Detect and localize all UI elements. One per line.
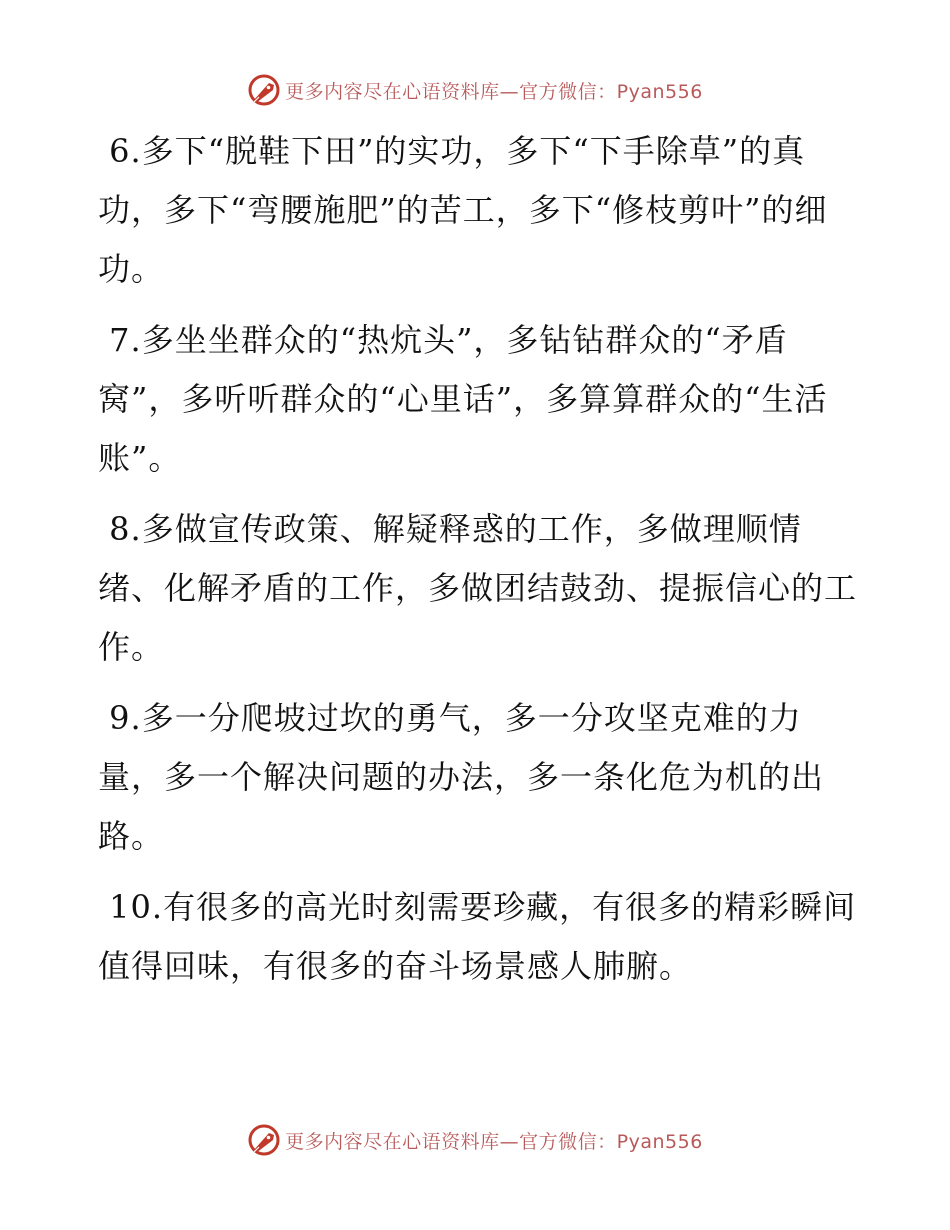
header-banner [0, 70, 950, 110]
footer-banner-text: 更多内容尽在心语资料库—官方微信：Pyan556 [285, 1130, 703, 1153]
list-item-9: 9.多一分爬坡过坎的勇气，多一分攻坚克难的力量，多一个解决问题的办法，多一条化危为机的出路。 [98, 699, 825, 855]
list-item-8: 8.多做宣传政策、解疑释惑的工作，多做理顺情绪、化解矛盾的工作，多做团结鼓劲、提振信心的工作。 [98, 510, 858, 666]
document-body [98, 122, 858, 1008]
list-item-7: 7.多坐坐群众的“热炕头”，多钻钻群众的“矛盾窝”，多听听群众的“心里话”，多算算群众的“生活账”。 [98, 321, 828, 477]
pen-nib-logo-icon [247, 73, 281, 107]
pen-nib-logo-icon [247, 1123, 281, 1157]
footer-banner [0, 1120, 950, 1160]
list-item-6: 6.多下“脱鞋下田”的实功，多下“下手除草”的真功，多下“弯腰施肥”的苦工，多下“修枝剪叶”的细功。 [98, 132, 828, 288]
header-banner-text: 更多内容尽在心语资料库—官方微信：Pyan556 [285, 80, 703, 103]
list-item-10: 10.有很多的高光时刻需要珍藏，有很多的精彩瞬间值得回味，有很多的奋斗场景感人肺腑。 [98, 888, 857, 985]
